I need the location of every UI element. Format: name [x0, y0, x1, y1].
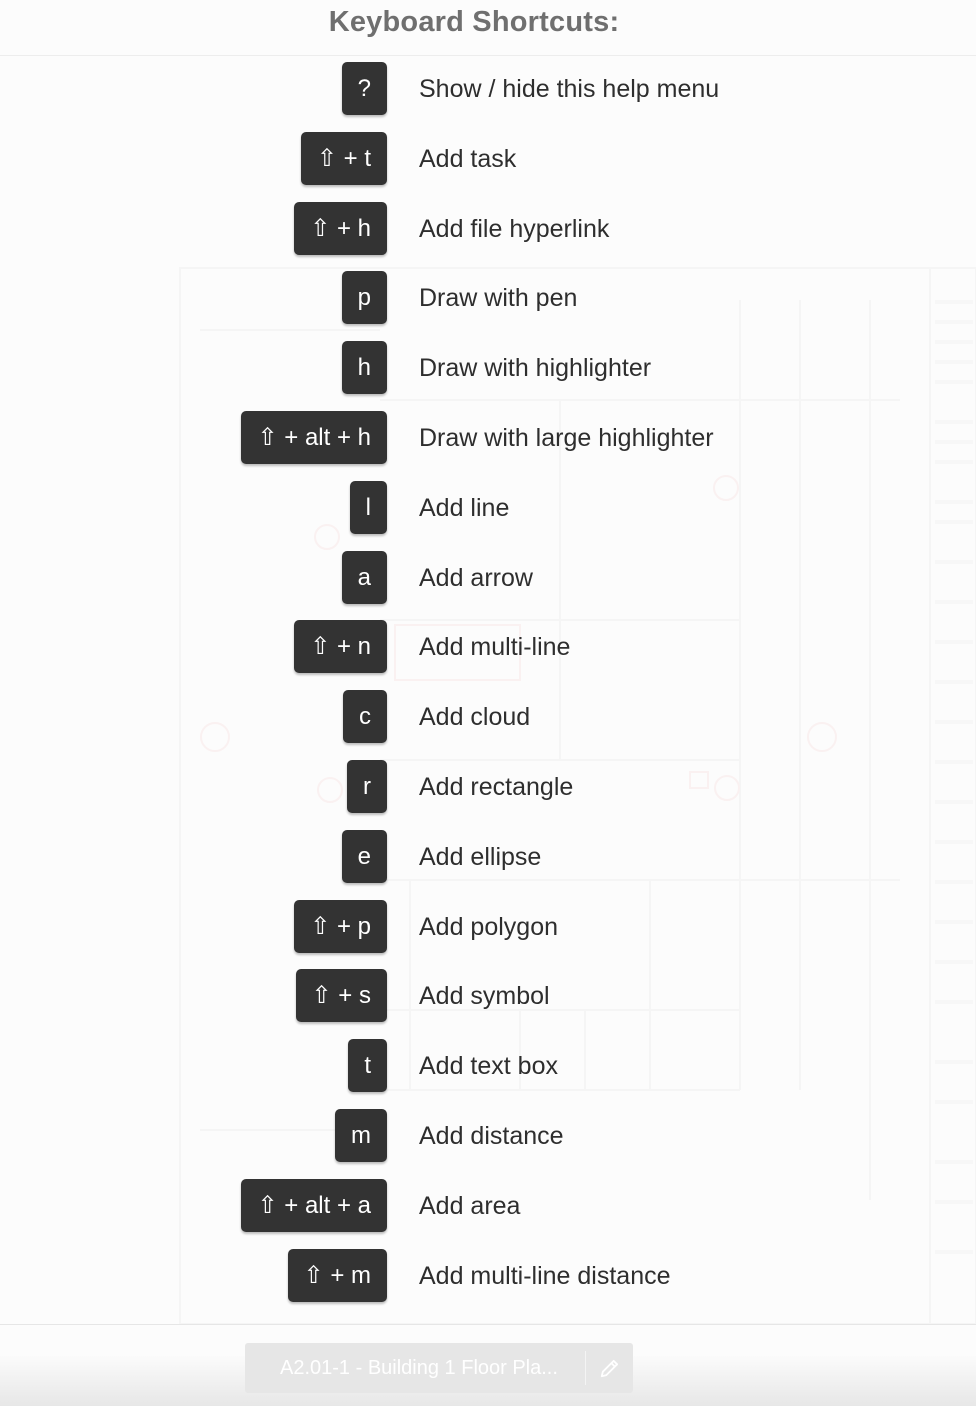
shortcut-row: [0, 689, 976, 745]
shortcut-key: ⇧ + s: [296, 969, 387, 1022]
shortcut-row: [0, 410, 976, 466]
shortcut-row: [0, 968, 976, 1024]
shortcut-description: Add area: [419, 1192, 521, 1220]
pencil-icon[interactable]: [586, 1343, 633, 1393]
shortcut-row: [0, 550, 976, 606]
shortcut-key: p: [342, 271, 387, 324]
shortcut-key: r: [347, 760, 387, 813]
shortcut-key: m: [335, 1109, 387, 1162]
shortcut-description: Add symbol: [419, 982, 550, 1010]
shortcut-key: l: [350, 481, 387, 534]
shortcut-description: Add ellipse: [419, 843, 542, 871]
shortcut-description: Show / hide this help menu: [419, 75, 720, 103]
shortcut-key: ⇧ + h: [294, 202, 387, 255]
shortcut-row: [0, 759, 976, 815]
shortcut-key: ⇧ + t: [301, 132, 387, 185]
shortcut-row: [0, 61, 976, 117]
shortcut-description: Add polygon: [419, 913, 559, 941]
dialog-title: Keyboard Shortcuts:: [328, 6, 620, 38]
shortcut-key: ⇧ + n: [294, 620, 387, 673]
shortcut-description: Add arrow: [419, 564, 533, 592]
shortcut-key: ⇧ + alt + h: [241, 411, 387, 464]
shortcut-description: Add line: [419, 494, 510, 522]
shortcut-row: [0, 201, 976, 257]
shortcut-key: c: [343, 690, 387, 743]
shortcut-description: Add text box: [419, 1052, 558, 1080]
sheet-name[interactable]: A2.01-1 - Building 1 Floor Pla...: [280, 1357, 558, 1379]
shortcut-row: [0, 270, 976, 326]
shortcut-key: ⇧ + p: [294, 900, 387, 953]
shortcut-key: a: [342, 551, 387, 604]
shortcut-description: Add multi-line: [419, 633, 571, 661]
header-divider: [0, 55, 976, 56]
shortcut-description: Add file hyperlink: [419, 215, 610, 243]
shortcut-key: t: [348, 1039, 387, 1092]
shortcut-key: ?: [342, 62, 387, 115]
shortcut-description: Add task: [419, 145, 517, 173]
shortcut-row: [0, 131, 976, 187]
shortcut-row: [0, 1038, 976, 1094]
shortcut-row: [0, 1178, 976, 1234]
shortcut-description: Draw with pen: [419, 284, 578, 312]
shortcut-row: [0, 480, 976, 536]
shortcut-key: ⇧ + m: [288, 1249, 387, 1302]
shortcut-description: Add cloud: [419, 703, 531, 731]
footer-divider: [0, 1324, 976, 1325]
shortcut-description: Draw with large highlighter: [419, 424, 714, 452]
shortcut-description: Add distance: [419, 1122, 564, 1150]
shortcut-row: [0, 1248, 976, 1304]
shortcut-key: ⇧ + alt + a: [241, 1179, 387, 1232]
shortcut-description: Draw with highlighter: [419, 354, 652, 382]
sheet-selector[interactable]: [245, 1343, 633, 1393]
shortcut-row: [0, 619, 976, 675]
shortcut-row: [0, 899, 976, 955]
shortcut-row: [0, 829, 976, 885]
shortcut-key: h: [342, 341, 387, 394]
shortcut-key: e: [342, 830, 387, 883]
shortcut-description: Add multi-line distance: [419, 1262, 671, 1290]
shortcut-row: [0, 340, 976, 396]
shortcut-row: [0, 1108, 976, 1164]
shortcut-description: Add rectangle: [419, 773, 574, 801]
